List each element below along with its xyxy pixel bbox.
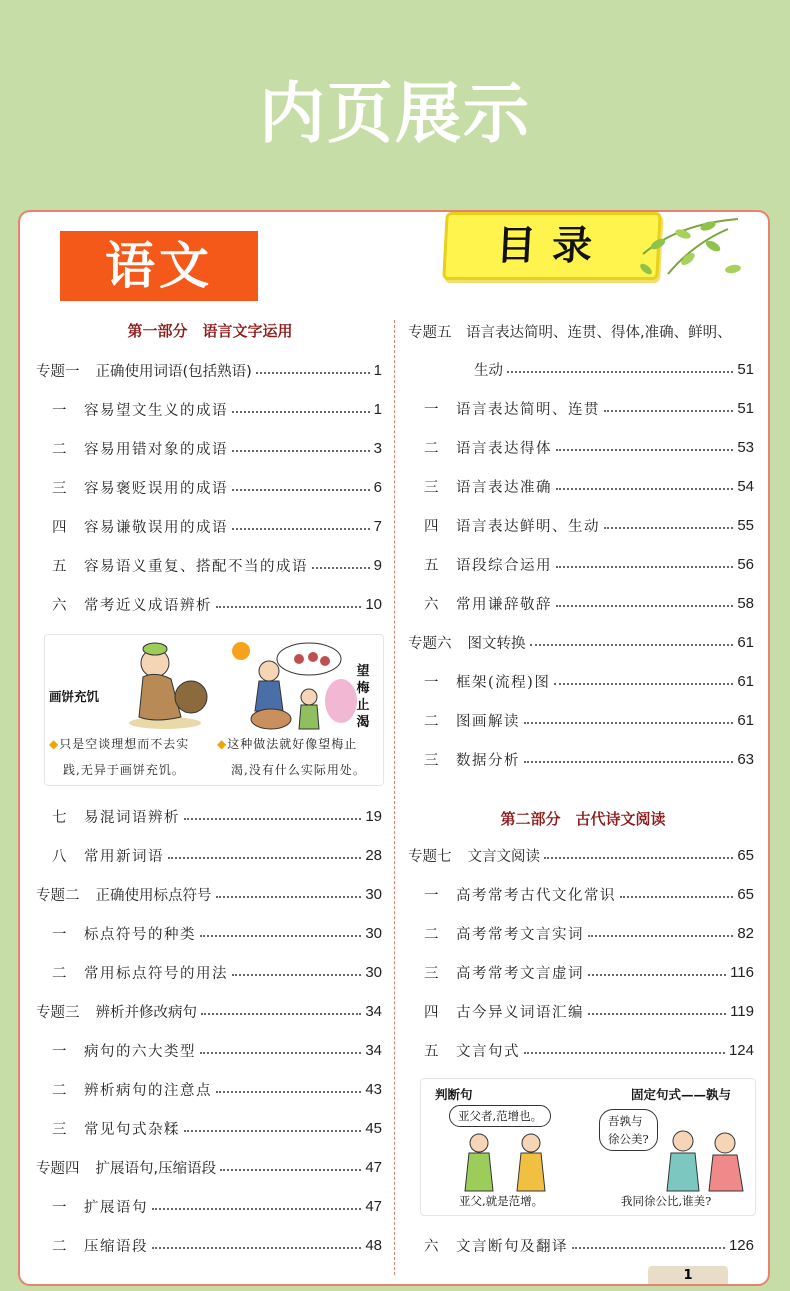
panel1-left-caption: ◆只是空谈理想而不去实 践,无异于画饼充饥。 [49, 737, 190, 777]
entry-label: 语言表达得体 [456, 440, 552, 457]
leader-dots [556, 488, 733, 490]
entry-page: 9 [373, 556, 382, 574]
entry-number: 七 [52, 809, 67, 826]
entry-page: 30 [365, 963, 382, 981]
toc-subentry [36, 593, 382, 615]
speech-bubble-right: 吾孰与 徐公美? [599, 1109, 658, 1151]
entry-page: 30 [365, 885, 382, 903]
toc-subentry [408, 1039, 754, 1061]
leader-dots [216, 606, 361, 608]
entry-number: 三 [52, 480, 67, 497]
entry-label: 语言表达鲜明、生动 [456, 518, 600, 535]
leader-dots [554, 683, 733, 685]
toc-subentry [408, 961, 754, 983]
entry-label: 容易语义重复、搭配不当的成语 [84, 558, 308, 575]
entry-label: 语段综合运用 [456, 557, 552, 574]
diamond-bullet-icon: ◆ [49, 737, 60, 751]
entry-number: 三 [424, 965, 439, 982]
entry-number: 专题七 [408, 848, 452, 865]
toc-subentry [36, 1078, 382, 1100]
leader-dots [572, 1247, 725, 1249]
part1-title: 第一部分 语言文字运用 [127, 322, 293, 340]
entry-page: 65 [737, 885, 754, 903]
entry-number: 四 [52, 519, 67, 536]
leader-dots [588, 935, 733, 937]
toc-subentry [408, 514, 754, 536]
entry-label: 图画解读 [456, 713, 520, 730]
leader-dots [184, 1130, 361, 1132]
entry-number: 五 [424, 557, 439, 574]
entry-number: 专题一 [36, 363, 80, 380]
topic5-line2: 生动 51 [474, 360, 754, 379]
entry-page: 34 [365, 1002, 382, 1020]
topic5-line1: 专题五 语言表达简明、连贯、得体,准确、鲜明、 [408, 324, 732, 341]
entry-number: 一 [424, 887, 439, 904]
toc-subentry [408, 1234, 754, 1256]
entry-label: 标点符号的种类 [84, 926, 196, 943]
panel2-left-caption: 亚父,就是范增。 [459, 1194, 544, 1208]
leader-dots [220, 1169, 361, 1171]
leader-dots [524, 722, 733, 724]
panel1-right-caption: ◆这种做法就好像望梅止 渴,没有什么实际用处。 [217, 737, 366, 777]
entry-number: 三 [424, 752, 439, 769]
leader-dots [524, 1052, 725, 1054]
entry-number: 三 [424, 479, 439, 496]
panel1-right-label: 望梅止渴 [356, 664, 370, 730]
entry-page: 82 [737, 924, 754, 942]
speech-bubble-left: 亚父者,范增也。 [449, 1105, 551, 1127]
leader-dots [232, 528, 370, 530]
entry-page: 61 [737, 711, 754, 729]
leader-dots [524, 761, 733, 763]
entry-number: 专题三 [36, 1004, 80, 1021]
entry-label: 常见句式杂糅 [84, 1121, 180, 1138]
banner-title: 内页展示 [259, 75, 531, 152]
toc-subentry [408, 436, 754, 458]
toc-subentry [36, 1195, 382, 1217]
leader-dots [312, 567, 370, 569]
entry-page: 116 [730, 963, 754, 981]
leader-dots [200, 1052, 361, 1054]
entry-label: 高考常考古代文化常识 [456, 887, 616, 904]
subject-tag: 语文 [60, 231, 258, 301]
entry-page: 54 [737, 477, 754, 495]
leader-dots [556, 605, 733, 607]
entry-page: 53 [737, 438, 754, 456]
toc-subentry [36, 1117, 382, 1139]
leader-dots [588, 974, 726, 976]
entry-label: 容易用错对象的成语 [84, 441, 228, 458]
toc-subentry [36, 961, 382, 983]
entry-page: 65 [737, 846, 754, 864]
toc-sheet [18, 210, 770, 1286]
leader-dots [184, 818, 361, 820]
page-number-tab: 1 [648, 1266, 728, 1286]
entry-label: 常考近义成语辨析 [84, 597, 212, 614]
entry-page: 61 [737, 633, 754, 651]
toc-subentry [36, 398, 382, 420]
entry-label: 压缩语段 [84, 1238, 148, 1255]
panel2-right-label: 固定句式——孰与 [631, 1087, 732, 1102]
illustration-panel-right [420, 1078, 756, 1216]
entry-label: 常用谦辞敬辞 [456, 596, 552, 613]
entry-page: 1 [373, 400, 382, 418]
leader-dots [168, 857, 361, 859]
panel2-left-label: 判断句 [435, 1087, 473, 1102]
toc-topic-entry [36, 883, 382, 905]
entry-label: 语言表达准确 [456, 479, 552, 496]
entry-label: 病句的六大类型 [84, 1043, 196, 1060]
leader-dots [530, 644, 734, 646]
entry-page: 30 [365, 924, 382, 942]
leader-dots [604, 527, 733, 529]
entry-page: 28 [365, 846, 382, 864]
toc-subentry [408, 748, 754, 770]
toc-subentry [408, 709, 754, 731]
entry-page: 126 [728, 1236, 754, 1254]
entry-label: 语言表达简明、连贯 [456, 401, 600, 418]
entry-label: 正确使用词语(包括熟语) [95, 363, 252, 380]
cartoon-officials-illustration [451, 1131, 561, 1193]
leader-dots [544, 857, 733, 859]
toc-subentry [408, 1000, 754, 1022]
entry-number: 四 [424, 1004, 439, 1021]
entry-page: 1 [373, 361, 382, 379]
entry-label: 易混词语辨析 [84, 809, 180, 826]
leader-dots [232, 974, 361, 976]
entry-label: 扩展语句 [84, 1199, 148, 1216]
entry-page: 55 [737, 516, 754, 534]
entry-label: 图文转换 [467, 635, 526, 652]
entry-label: 框架(流程)图 [456, 674, 551, 691]
entry-label: 辨析病句的注意点 [84, 1082, 212, 1099]
entry-number: 六 [52, 597, 67, 614]
toc-subentry [408, 397, 754, 419]
toc-topic-entry [36, 1156, 382, 1178]
column-divider [394, 320, 395, 1275]
entry-number: 八 [52, 848, 67, 865]
entry-page: 119 [730, 1002, 754, 1020]
entry-page: 19 [365, 807, 382, 825]
entry-page: 63 [737, 750, 754, 768]
leader-dots [152, 1208, 361, 1210]
panel2-right-caption: 我同徐公比,谁美? [621, 1194, 712, 1208]
leader-dots [232, 489, 370, 491]
entry-label: 文言文阅读 [467, 848, 540, 865]
toc-topic-entry [36, 359, 382, 381]
entry-page: 34 [365, 1041, 382, 1059]
leader-dots [556, 449, 733, 451]
entry-label: 辨析并修改病句 [95, 1004, 197, 1021]
entry-number: 二 [424, 926, 439, 943]
entry-label: 容易褒贬误用的成语 [84, 480, 228, 497]
entry-label: 文言句式 [456, 1043, 520, 1060]
panel1-left-label: 画饼充饥 [49, 689, 100, 704]
entry-number: 三 [52, 1121, 67, 1138]
entry-label: 高考常考文言虚词 [456, 965, 584, 982]
entry-page: 51 [737, 399, 754, 417]
entry-page: 58 [737, 594, 754, 612]
toc-subentry [408, 553, 754, 575]
toc-subentry [36, 476, 382, 498]
entry-number: 一 [424, 401, 439, 418]
toc-subentry [36, 844, 382, 866]
entry-label: 常用标点符号的用法 [84, 965, 228, 982]
entry-number: 专题四 [36, 1160, 80, 1177]
entry-label: 数据分析 [456, 752, 520, 769]
toc-topic-entry [408, 844, 754, 866]
toc-subentry [36, 1039, 382, 1061]
entry-label: 容易望文生义的成语 [84, 402, 228, 419]
toc-subentry [408, 670, 754, 692]
entry-number: 一 [52, 1199, 67, 1216]
leader-dots [256, 372, 370, 374]
leader-dots [232, 450, 370, 452]
entry-number: 专题二 [36, 887, 80, 904]
entry-page: 10 [365, 595, 382, 613]
entry-label: 正确使用标点符号 [95, 887, 212, 904]
leader-dots [201, 1013, 361, 1015]
leaf-vine-icon [638, 214, 748, 284]
entry-label: 古今异义词语汇编 [456, 1004, 584, 1021]
entry-number: 五 [424, 1043, 439, 1060]
entry-number: 二 [52, 1082, 67, 1099]
toc-topic-entry [408, 631, 754, 653]
entry-number: 专题六 [408, 635, 452, 652]
entry-page: 7 [373, 517, 382, 535]
toc-subentry [36, 437, 382, 459]
toc-subentry [36, 922, 382, 944]
toc-subentry [408, 883, 754, 905]
leader-dots [588, 1013, 726, 1015]
entry-page: 56 [737, 555, 754, 573]
toc-subentry [36, 1234, 382, 1256]
leader-dots [152, 1247, 361, 1249]
entry-number: 二 [424, 440, 439, 457]
toc-subentry [36, 805, 382, 827]
leader-dots [200, 935, 361, 937]
toc-subentry [408, 592, 754, 614]
entry-label: 容易谦敬误用的成语 [84, 519, 228, 536]
leader-dots [232, 411, 370, 413]
toc-title: 目录 [442, 212, 662, 280]
toc-subentry [36, 554, 382, 576]
entry-number: 一 [52, 926, 67, 943]
leader-dots [216, 896, 362, 898]
toc-subentry [408, 922, 754, 944]
entry-number: 六 [424, 1238, 439, 1255]
leader-dots [604, 410, 733, 412]
entry-label: 高考常考文言实词 [456, 926, 584, 943]
entry-label: 常用新词语 [84, 848, 164, 865]
entry-page: 45 [365, 1119, 382, 1137]
cartoon-couple-illustration [657, 1127, 749, 1193]
leader-dots [556, 566, 733, 568]
entry-page: 3 [373, 439, 382, 457]
diamond-bullet-icon: ◆ [217, 737, 228, 751]
entry-page: 48 [365, 1236, 382, 1254]
entry-page: 43 [365, 1080, 382, 1098]
entry-number: 二 [52, 965, 67, 982]
toc-subentry [36, 515, 382, 537]
part2-title: 第二部分 古代诗文阅读 [500, 810, 666, 828]
entry-number: 五 [52, 558, 67, 575]
entry-number: 四 [424, 518, 439, 535]
toc-topic-entry [36, 1000, 382, 1022]
entry-number: 二 [52, 441, 67, 458]
cartoon-figure-illustration [115, 641, 225, 733]
entry-page: 47 [365, 1158, 382, 1176]
entry-number: 二 [52, 1238, 67, 1255]
leader-dots [216, 1091, 361, 1093]
toc-subentry [408, 475, 754, 497]
entry-label: 扩展语句,压缩语段 [95, 1160, 217, 1177]
leader-dots [620, 896, 733, 898]
entry-number: 二 [424, 713, 439, 730]
entry-number: 六 [424, 596, 439, 613]
entry-page: 47 [365, 1197, 382, 1215]
entry-number: 一 [424, 674, 439, 691]
entry-page: 6 [373, 478, 382, 496]
entry-page: 124 [728, 1041, 754, 1059]
entry-number: 一 [52, 1043, 67, 1060]
entry-page: 61 [737, 672, 754, 690]
entry-label: 文言断句及翻译 [456, 1238, 568, 1255]
cartoon-soldiers-illustration [229, 639, 359, 735]
illustration-panel-left [44, 634, 384, 786]
entry-number: 一 [52, 402, 67, 419]
